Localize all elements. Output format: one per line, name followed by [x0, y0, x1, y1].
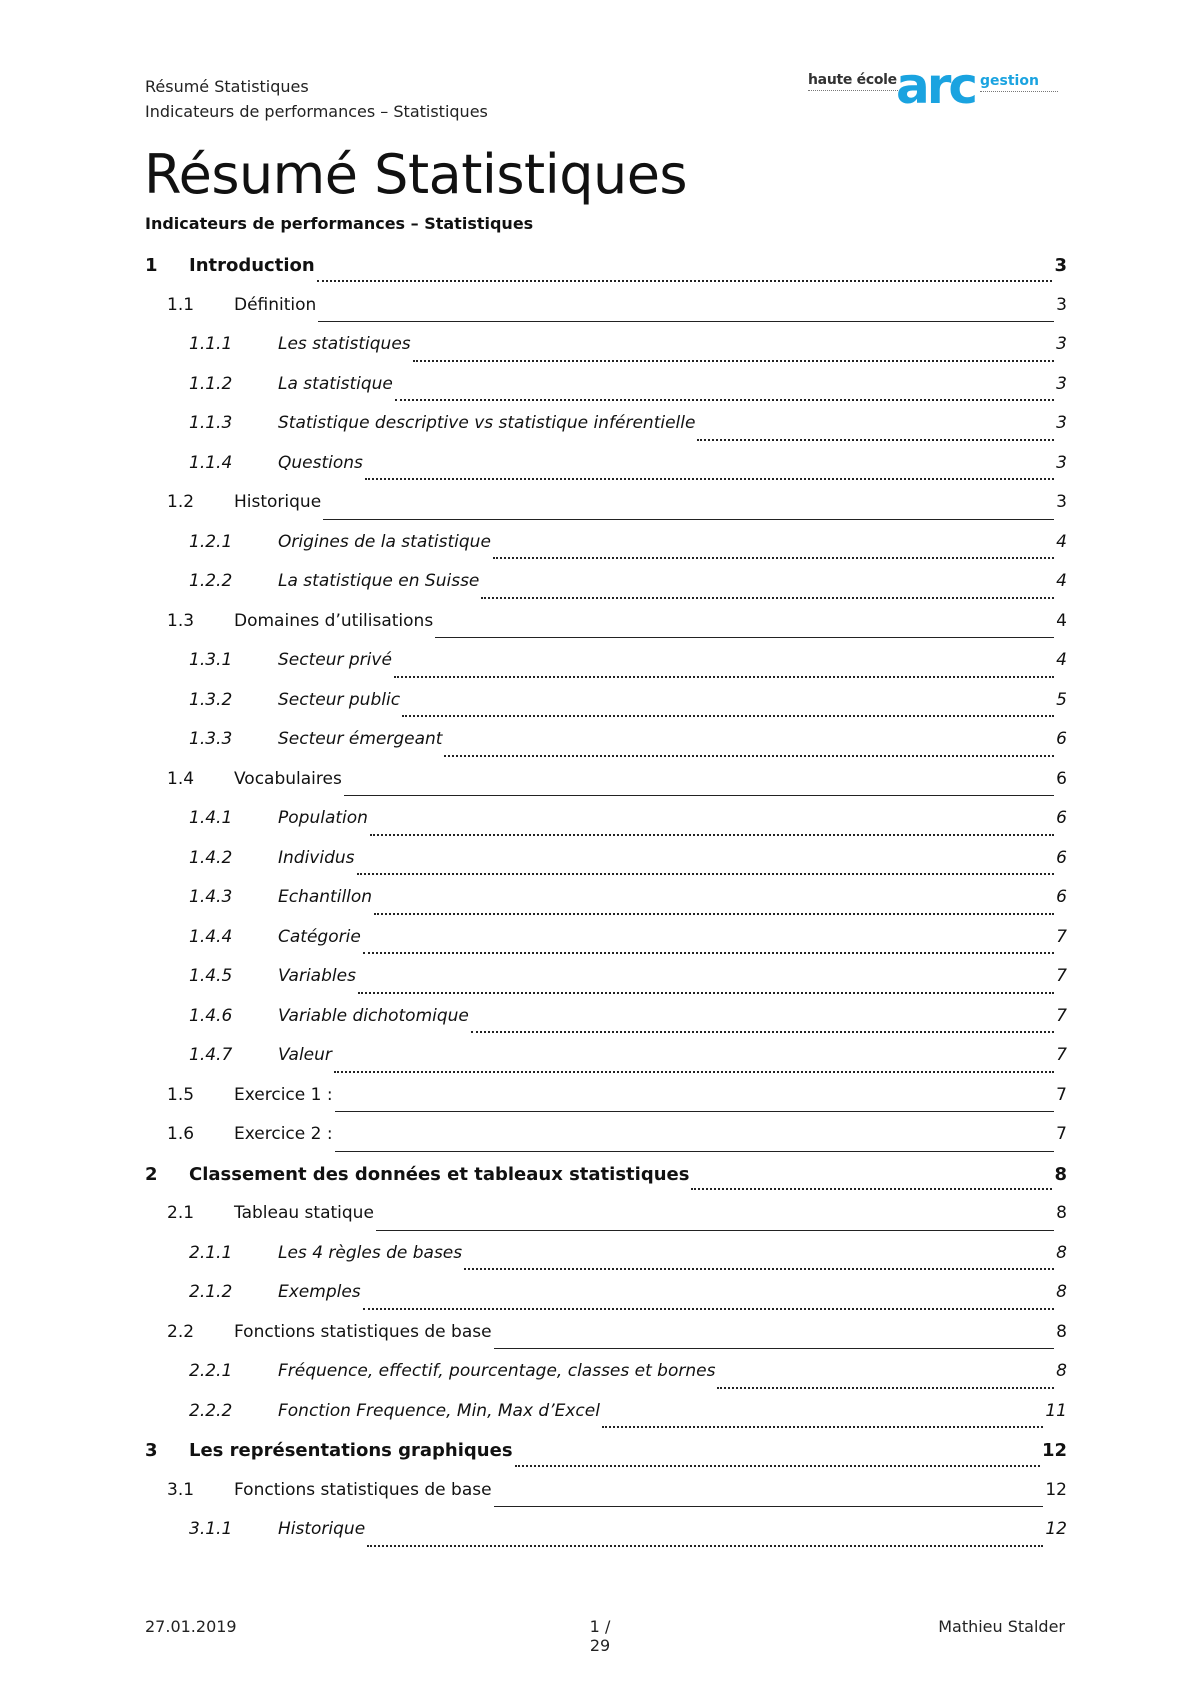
toc-entry-page: 6	[1056, 887, 1067, 907]
toc-entry-leader	[395, 398, 1054, 401]
toc-entry-leader	[602, 1425, 1043, 1428]
toc-entry-label: Classement des données et tableaux statistiques	[189, 1163, 690, 1185]
toc-entry-number: 2.1	[167, 1203, 195, 1223]
toc-entry-label: Domaines d’utilisations	[234, 610, 434, 631]
toc-entry-number: 2.1.1	[189, 1242, 233, 1263]
toc-entry-label: Fréquence, effectif, pourcentage, classes et bornes	[278, 1361, 716, 1381]
toc-entry-page: 12	[1041, 1440, 1067, 1461]
toc-entry-leader	[335, 1150, 1055, 1152]
toc-entry-label: Secteur privé	[278, 650, 392, 670]
toc-entry-number: 3	[145, 1440, 158, 1461]
toc-entry-leader	[394, 675, 1054, 678]
toc-entry-label: Questions	[278, 452, 363, 473]
toc-entry-number: 1.1.3	[189, 413, 233, 433]
footer-page-number: 1 / 29	[589, 1617, 611, 1655]
toc-entry-label: Fonctions statistiques de base	[234, 1479, 492, 1500]
toc-entry[interactable]	[145, 1006, 1067, 1046]
toc-entry-leader	[494, 1347, 1055, 1349]
toc-entry[interactable]	[145, 1282, 1067, 1322]
toc-entry-leader	[444, 754, 1054, 757]
toc-entry-number: 1.3	[167, 610, 195, 631]
toc-entry[interactable]	[145, 492, 1067, 532]
toc-entry[interactable]	[145, 1085, 1067, 1125]
toc-entry-page: 6	[1056, 808, 1067, 828]
toc-entry-page: 4	[1056, 650, 1067, 670]
toc-entry-page: 8	[1056, 1242, 1067, 1263]
toc-entry-leader	[370, 833, 1054, 836]
toc-entry[interactable]	[145, 1322, 1067, 1362]
logo-left-word: haute école	[808, 72, 897, 88]
toc-entry-label: Exercice 1 :	[234, 1084, 333, 1105]
toc-entry-number: 1.3.3	[189, 729, 233, 749]
toc-entry-leader	[367, 1544, 1043, 1547]
toc-entry-label: Introduction	[189, 255, 315, 276]
toc-entry-number: 1.6	[167, 1124, 195, 1144]
toc-entry-number: 1.4.5	[189, 966, 233, 986]
toc-entry-label: Vocabulaires	[234, 768, 342, 789]
toc-entry-label: Secteur émergeant	[278, 729, 443, 749]
toc-entry[interactable]	[145, 374, 1067, 414]
toc-entry-number: 1.4	[167, 768, 195, 789]
toc-entry-label: Origines de la statistique	[278, 531, 491, 552]
toc-entry-page: 6	[1056, 768, 1067, 789]
toc-entry-label: Les représentations graphiques	[189, 1440, 513, 1461]
toc-entry-page: 8	[1056, 1282, 1067, 1302]
footer-author: Mathieu Stalder	[938, 1617, 1065, 1636]
toc-entry-label: Fonction Frequence, Min, Max d’Excel	[278, 1400, 600, 1421]
toc-entry-page: 7	[1056, 966, 1067, 986]
toc-entry[interactable]	[145, 1401, 1067, 1441]
toc-entry-leader	[402, 714, 1054, 717]
toc-entry-number: 1.1.4	[189, 452, 233, 473]
toc-entry-leader	[691, 1187, 1052, 1190]
toc-entry-label: Tableau statique	[234, 1203, 374, 1223]
toc-entry-number: 1.2.2	[189, 571, 233, 591]
toc-entry-number: 1.2	[167, 492, 195, 512]
toc-entry-number: 2.1.2	[189, 1282, 233, 1302]
toc-entry-page: 7	[1056, 926, 1067, 947]
toc-entry-page: 4	[1056, 531, 1067, 552]
toc-entry[interactable]	[145, 1440, 1067, 1480]
toc-entry[interactable]	[145, 255, 1067, 295]
toc-entry-label: Variables	[278, 966, 356, 986]
toc-entry-label: Statistique descriptive vs statistique inférentielle	[278, 413, 696, 433]
toc-entry[interactable]	[145, 1124, 1067, 1164]
document-title: Résumé Statistiques	[144, 143, 688, 206]
toc-entry-page: 8	[1056, 1321, 1067, 1342]
toc-entry[interactable]	[145, 887, 1067, 927]
toc-entry-number: 2.2.1	[189, 1361, 233, 1381]
toc-entry-leader	[334, 1070, 1054, 1073]
logo-right-word: gestion	[980, 73, 1039, 89]
toc-entry-number: 1.3.1	[189, 650, 233, 670]
logo-right-subline	[980, 91, 1058, 95]
toc-entry[interactable]	[145, 1164, 1067, 1204]
toc-entry-leader	[317, 279, 1053, 282]
toc-entry[interactable]	[145, 690, 1067, 730]
header-line-1: Résumé Statistiques	[145, 77, 309, 96]
toc-entry-page: 4	[1056, 571, 1067, 591]
toc-entry-leader	[318, 320, 1054, 322]
toc-entry-label: Fonctions statistiques de base	[234, 1321, 492, 1342]
toc-entry-leader	[464, 1267, 1054, 1270]
toc-entry[interactable]	[145, 1519, 1067, 1559]
logo-left-subline	[808, 90, 898, 94]
toc-entry-page: 5	[1056, 689, 1067, 710]
toc-entry-leader	[335, 1110, 1055, 1112]
toc-entry-leader	[376, 1229, 1054, 1231]
toc-entry[interactable]	[145, 966, 1067, 1006]
toc-entry[interactable]	[145, 1243, 1067, 1283]
toc-entry-page: 8	[1054, 1163, 1067, 1185]
document-subtitle: Indicateurs de performances – Statistiques	[145, 214, 534, 233]
page-header	[145, 74, 488, 124]
toc-entry-page: 6	[1056, 729, 1067, 749]
toc-entry-number: 1.5	[167, 1084, 195, 1105]
toc-entry-leader	[697, 438, 1054, 441]
toc-entry-label: Valeur	[278, 1045, 332, 1065]
toc-entry-leader	[435, 636, 1054, 638]
school-logo	[808, 57, 1063, 120]
toc-entry[interactable]	[145, 927, 1067, 967]
header-line-2: Indicateurs de performances – Statistiques	[145, 102, 488, 121]
toc-entry-label: Individus	[278, 847, 355, 868]
toc-entry-page: 7	[1056, 1124, 1067, 1144]
toc-entry[interactable]	[145, 769, 1067, 809]
toc-entry[interactable]	[145, 611, 1067, 651]
toc-entry-page: 3	[1056, 413, 1067, 433]
toc-entry-leader	[481, 596, 1054, 599]
toc-entry[interactable]	[145, 729, 1067, 769]
toc-entry[interactable]	[145, 571, 1067, 611]
toc-entry-number: 1.4.7	[189, 1045, 233, 1065]
toc-entry-page: 7	[1056, 1045, 1067, 1065]
toc-entry-number: 1.4.1	[189, 808, 233, 828]
toc-entry-number: 1.1.2	[189, 373, 233, 394]
toc-entry[interactable]	[145, 1203, 1067, 1243]
toc-entry-label: Les 4 règles de bases	[278, 1242, 463, 1263]
toc-entry-page: 7	[1056, 1084, 1067, 1105]
toc-entry-number: 1.1	[167, 294, 195, 315]
toc-entry-leader	[515, 1464, 1040, 1467]
toc-entry-leader	[494, 1505, 1044, 1507]
table-of-contents	[145, 255, 1067, 1559]
toc-entry-page: 8	[1056, 1361, 1067, 1381]
toc-entry-number: 2.2	[167, 1321, 195, 1342]
toc-entry-number: 3.1.1	[189, 1519, 233, 1539]
toc-entry-page: 7	[1056, 1005, 1067, 1026]
toc-entry-label: Exemples	[278, 1282, 361, 1302]
toc-entry-label: Variable dichotomique	[278, 1005, 469, 1026]
toc-entry-label: Définition	[234, 294, 317, 315]
toc-entry-leader	[323, 518, 1054, 520]
toc-entry-page: 11	[1045, 1400, 1067, 1421]
toc-entry-leader	[363, 951, 1054, 954]
toc-entry-number: 1.2.1	[189, 531, 233, 552]
toc-entry[interactable]	[145, 650, 1067, 690]
toc-entry-leader	[363, 1307, 1055, 1310]
toc-entry-label: Exercice 2 :	[234, 1124, 333, 1144]
toc-entry-leader	[344, 794, 1054, 796]
toc-entry[interactable]	[145, 532, 1067, 572]
toc-entry-page: 3	[1056, 373, 1067, 394]
toc-entry-number: 1.4.3	[189, 887, 233, 907]
toc-entry-leader	[717, 1386, 1054, 1389]
toc-entry[interactable]	[145, 1361, 1067, 1401]
toc-entry[interactable]	[145, 334, 1067, 374]
toc-entry-leader	[374, 912, 1054, 915]
toc-entry-leader	[493, 556, 1054, 559]
toc-entry-number: 1	[145, 255, 158, 276]
toc-entry-label: Catégorie	[278, 926, 361, 947]
toc-entry-number: 2	[145, 1163, 158, 1185]
toc-entry-page: 6	[1056, 847, 1067, 868]
toc-entry-number: 1.4.6	[189, 1005, 233, 1026]
toc-entry[interactable]	[145, 413, 1067, 453]
toc-entry-page: 3	[1056, 294, 1067, 315]
toc-entry[interactable]	[145, 808, 1067, 848]
toc-entry-page: 3	[1056, 492, 1067, 512]
toc-entry-number: 3.1	[167, 1479, 195, 1500]
toc-entry-label: Secteur public	[278, 689, 401, 710]
toc-entry[interactable]	[145, 295, 1067, 335]
toc-entry-label: Les statistiques	[278, 334, 411, 354]
toc-entry[interactable]	[145, 453, 1067, 493]
toc-entry-leader	[357, 872, 1055, 875]
toc-entry-number: 2.2.2	[189, 1400, 233, 1421]
toc-entry-leader	[471, 1030, 1054, 1033]
toc-entry-page: 12	[1045, 1479, 1067, 1500]
toc-entry-leader	[365, 477, 1054, 480]
logo-main-word: arc	[896, 57, 976, 115]
toc-entry-label: Historique	[234, 492, 322, 512]
toc-entry[interactable]	[145, 848, 1067, 888]
toc-entry-label: La statistique	[278, 373, 393, 394]
footer-date: 27.01.2019	[145, 1617, 237, 1636]
toc-entry-label: La statistique en Suisse	[278, 571, 480, 591]
toc-entry-number: 1.4.2	[189, 847, 233, 868]
toc-entry-label: Echantillon	[278, 887, 373, 907]
toc-entry-label: Historique	[278, 1519, 366, 1539]
toc-entry-leader	[413, 359, 1055, 362]
toc-entry[interactable]	[145, 1045, 1067, 1085]
toc-entry-number: 1.1.1	[189, 334, 233, 354]
toc-entry-page: 3	[1056, 452, 1067, 473]
toc-entry-leader	[358, 991, 1054, 994]
toc-entry-page: 12	[1045, 1519, 1067, 1539]
toc-entry-page: 8	[1056, 1203, 1067, 1223]
toc-entry-page: 3	[1054, 255, 1067, 276]
toc-entry-number: 1.4.4	[189, 926, 233, 947]
toc-entry-page: 3	[1056, 334, 1067, 354]
toc-entry-number: 1.3.2	[189, 689, 233, 710]
toc-entry-page: 4	[1056, 610, 1067, 631]
toc-entry[interactable]	[145, 1480, 1067, 1520]
toc-entry-label: Population	[278, 808, 368, 828]
